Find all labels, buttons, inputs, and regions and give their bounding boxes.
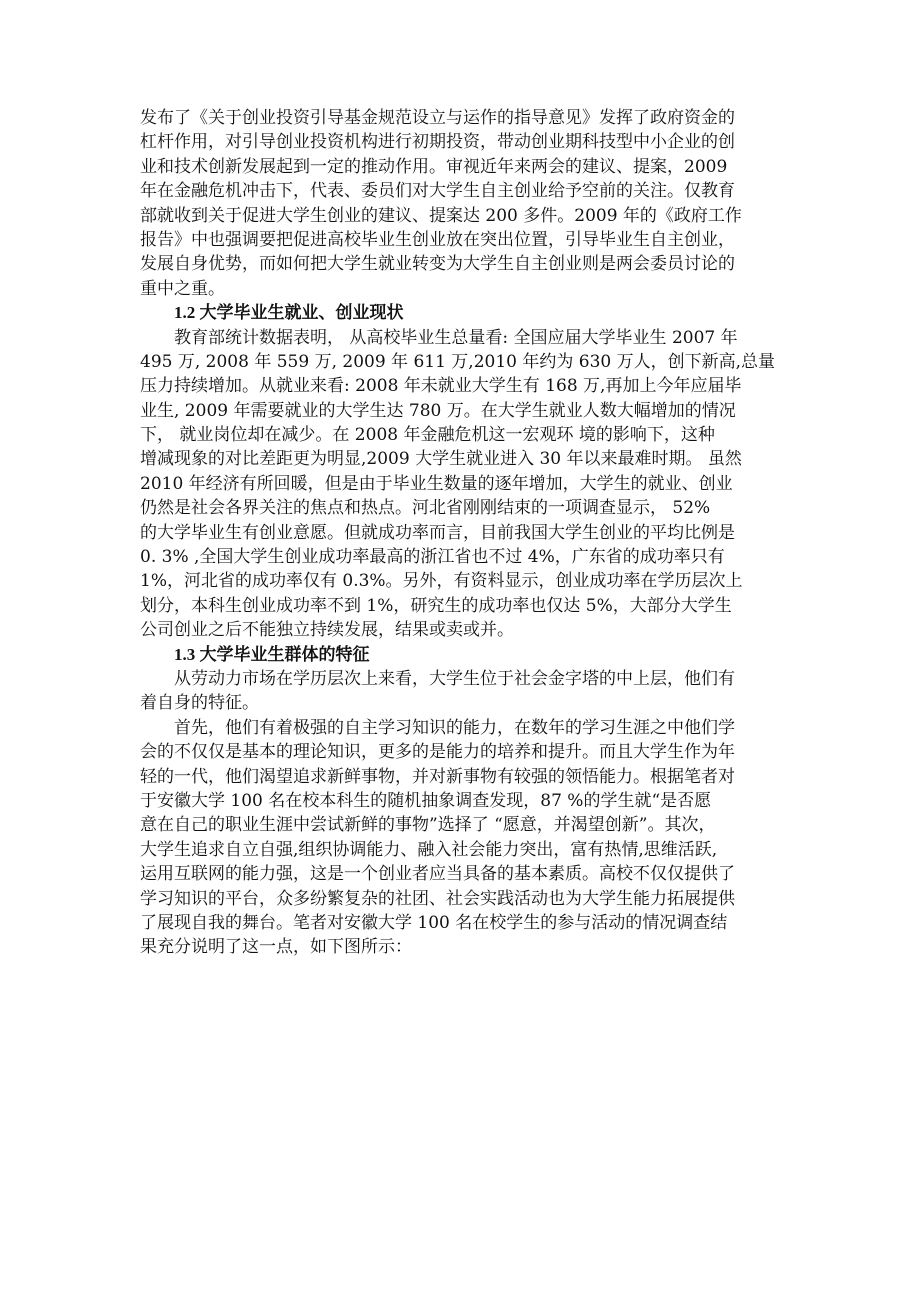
text-line: 年在金融危机冲击下，代表、委员们对大学生自主创业给予空前的关注。仅教育 [140,181,735,202]
paragraph-characteristics [140,716,785,960]
text-line: 的大学毕业生有创业意愿。但就成功率而言，目前我国大学生创业的平均比例是 [140,522,735,543]
text-line: 1%，河北省的成功率仅有 0.3%。另外，有资料显示，创业成功率在学历层次上 [140,571,743,592]
text-line: 重中之重。 [140,278,225,299]
text-line: 业生, 2009 年需要就业的大学生达 780 万。在大学生就业人数大幅增加的情况 [140,400,736,421]
paragraph-guidance-fund [140,106,785,301]
text-line: 仍然是社会各界关注的焦点和热点。河北省刚刚结束的一项调查显示， 52% [140,498,711,519]
text-line: 下， 就业岗位却在减少。在 2008 年金融危机这一宏观环 境的影响下，这种 [140,425,715,446]
text-line: 0. 3% ,全国大学生创业成功率最高的浙江省也不过 4%，广东省的成功率只有 [140,547,725,568]
section-heading: 1.2 大学毕业生就业、创业现状 [174,303,404,323]
text-line: 轻的一代，他们渴望追求新鲜事物，并对新事物有较强的领悟能力。根据笔者对 [140,766,735,787]
paragraph-employment-status [140,326,785,643]
document-page [140,106,785,960]
text-line: 学习知识的平台，众多纷繁复杂的社团、社会实践活动也为大学生能力拓展提供 [140,888,735,909]
text-line: 部就收到关于促进大学生创业的建议、提案达 200 多件。2009 年的《政府工作 [140,205,742,226]
text-line: 运用互联网的能力强，这是一个创业者应当具备的基本素质。高校不仅仅提供了 [140,864,735,885]
paragraph-labor-market [140,667,785,716]
text-line: 压力持续增加。从就业来看: 2008 年未就业大学生有 168 万,再加上今年应届毕 [140,376,742,397]
text-line: 从劳动力市场在学历层次上来看，大学生位于社会金字塔的中上层，他们有 [174,668,735,689]
text-line: 果充分说明了这一点，如下图所示： [140,937,412,958]
section-heading: 1.3 大学毕业生群体的特征 [174,644,370,664]
text-line: 大学生追求自立自强,组织协调能力、融入社会能力突出，富有热情,思维活跃, [140,839,718,860]
heading-1-3 [140,643,785,667]
text-line: 教育部统计数据表明， 从高校毕业生总量看: 全国应届大学毕业生 2007 年 [174,327,738,348]
text-line: 增减现象的对比差距更为明显,2009 大学生就业进入 30 年以来最难时期。 虽然 [140,449,742,470]
text-line: 发展自身优势，而如何把大学生就业转变为大学生自主创业则是两会委员讨论的 [140,254,735,275]
text-line: 公司创业之后不能独立持续发展，结果或卖或并。 [140,620,514,641]
text-line: 了展现自我的舞台。笔者对安徽大学 100 名在校学生的参与活动的情况调查结 [140,912,728,933]
text-line: 495 万, 2008 年 559 万, 2009 年 611 万,2010 年约为 630 万人，创下新高,总量 [140,351,776,372]
heading-1-2 [140,301,785,325]
text-line: 2010 年经济有所回暖，但是由于毕业生数量的逐年增加，大学生的就业、创业 [140,473,733,494]
text-line: 报告》中也强调要把促进高校毕业生创业放在突出位置，引导毕业生自主创业， [140,229,735,250]
text-line: 着自身的特征。 [140,693,259,714]
text-line: 划分，本科生创业成功率不到 1%，研究生的成功率也仅达 5%，大部分大学生 [140,595,732,616]
text-line: 会的不仅仅是基本的理论知识，更多的是能力的培养和提升。而且大学生作为年 [140,742,735,763]
text-line: 于安徽大学 100 名在校本科生的随机抽象调查发现，87 %的学生就“是否愿 [140,790,712,811]
text-line: 杠杆作用，对引导创业投资机构进行初期投资，带动创业期科技型中小企业的创 [140,132,735,153]
text-line: 意在自己的职业生涯中尝试新鲜的事物”选择了 “愿意，并渴望创新”。其次， [140,815,716,836]
text-line: 首先，他们有着极强的自主学习知识的能力，在数年的学习生涯之中他们学 [174,717,735,738]
text-line: 发布了《关于创业投资引导基金规范设立与运作的指导意见》发挥了政府资金的 [140,108,735,128]
text-line: 业和技术创新发展起到一定的推动作用。审视近年来两会的建议、提案，2009 [140,156,728,177]
